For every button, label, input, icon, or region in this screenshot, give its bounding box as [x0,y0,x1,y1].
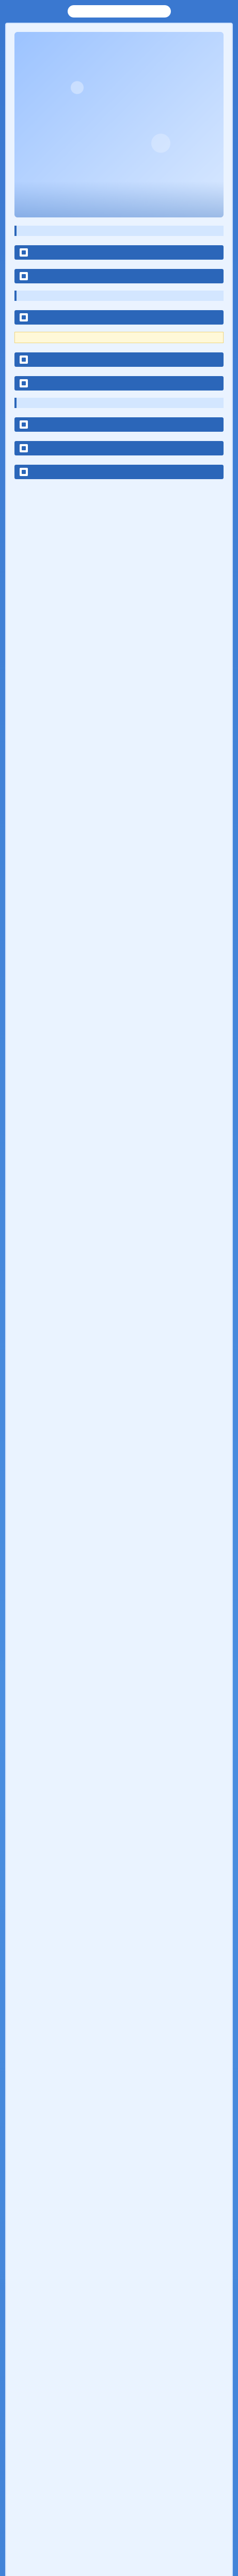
callout-3 [14,398,224,408]
section-title [14,352,224,367]
highlight-quote [14,332,224,343]
section-icon [20,313,28,321]
section-title [14,310,224,325]
section-icon [20,248,28,257]
section-title [14,465,224,479]
article [5,23,233,2576]
section-icon [20,355,28,364]
section-icon [20,468,28,476]
section-icon [20,444,28,452]
section-icon [20,420,28,429]
section-icon [20,379,28,387]
section-title [14,441,224,455]
callout-1 [14,226,224,236]
header-banner [68,5,171,18]
section-title [14,269,224,283]
callout-2 [14,291,224,301]
section-title [14,417,224,432]
section-title [14,376,224,391]
section-icon [20,272,28,280]
section-title [14,245,224,260]
cover-image [14,32,224,217]
